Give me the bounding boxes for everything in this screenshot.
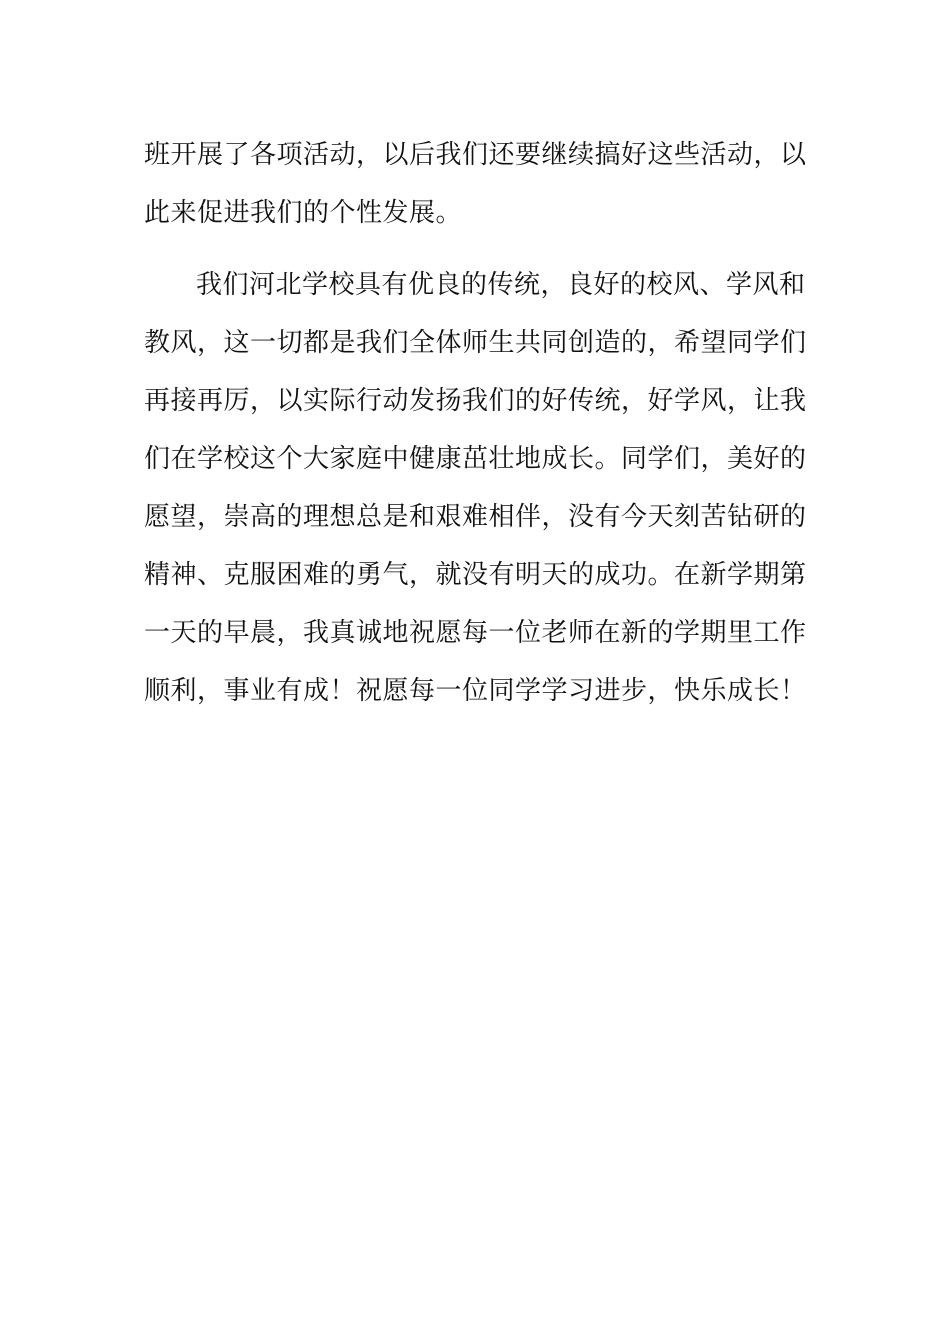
paragraph-spacer	[144, 242, 810, 256]
text-line: 教风，这一切都是我们全体师生共同创造的，希望同学们	[144, 328, 807, 358]
text-line: 们在学校这个大家庭中健康茁壮地成长。同学们，美好的	[144, 444, 807, 474]
text-line: 顺利，事业有成！祝愿每一位同学学习进步，快乐成长！	[144, 676, 807, 706]
text-line: 班开展了各项活动，以后我们还要继续搞好这些活动，以	[144, 140, 807, 170]
paragraph-1	[144, 126, 810, 242]
text-line: 精神、克服困难的勇气，就没有明天的成功。在新学期第	[144, 560, 807, 590]
document-body	[144, 126, 810, 720]
text-line: 一天的早晨，我真诚地祝愿每一位老师在新的学期里工作	[144, 618, 807, 648]
text-line: 我们河北学校具有优良的传统，良好的校风、学风和	[196, 270, 806, 300]
paragraph-2	[144, 256, 810, 720]
text-line: 愿望，崇高的理想总是和艰难相伴，没有今天刻苦钻研的	[144, 502, 807, 532]
text-line: 再接再厉，以实际行动发扬我们的好传统，好学风，让我	[144, 386, 807, 416]
text-line: 此来促进我们的个性发展。	[144, 198, 463, 228]
